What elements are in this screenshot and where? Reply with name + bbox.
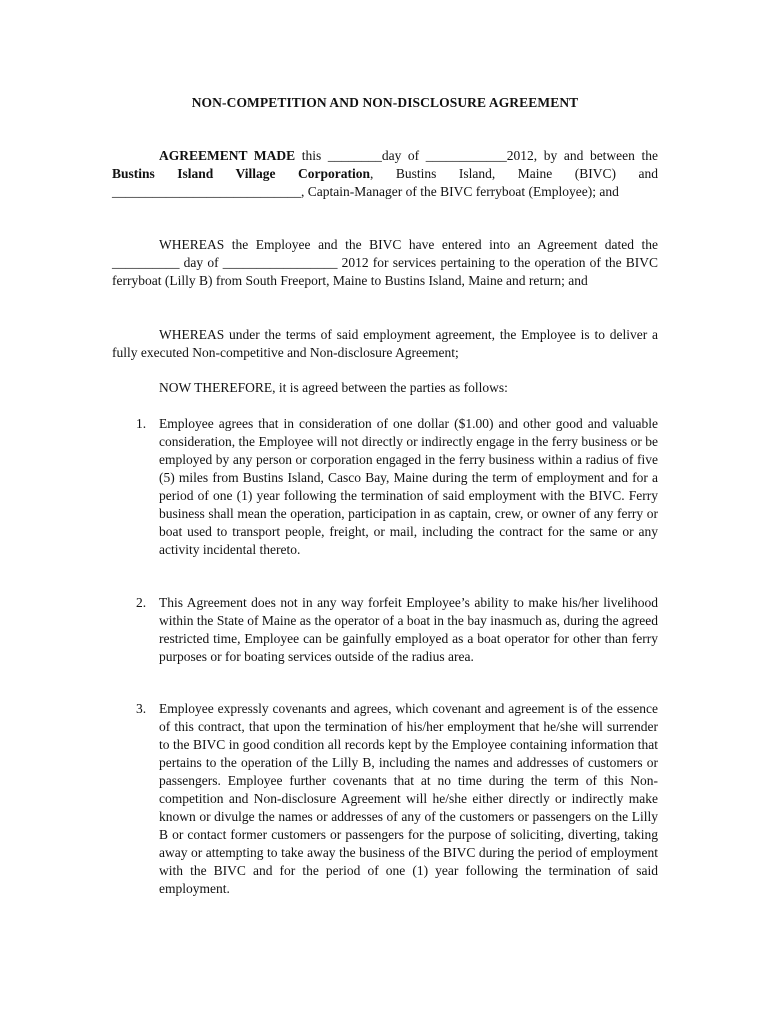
whereas-paragraph-2 bbox=[112, 326, 658, 362]
intro-paragraph bbox=[112, 147, 658, 201]
intro-text-2: , Bustins Island, Maine (BIVC) and ____________________________, Captain-Manager of the BIVC ferryboat (Employee); and bbox=[112, 166, 658, 199]
list-item-number: 1. bbox=[136, 416, 147, 431]
whereas-paragraph-1 bbox=[112, 236, 658, 290]
list-item-text: This Agreement does not in any way forfeit Employee’s ability to make his/her livelihood within the State of Maine as the operator of a boat in the bay inasmuch as, during the agreed restricted time, Employee can be gainfully employed as a boat operator for other than ferry purposes or for boating services outside of the radius area. bbox=[159, 595, 658, 664]
list-item bbox=[136, 594, 658, 666]
list-item bbox=[136, 415, 658, 559]
whereas-2-text: WHEREAS under the terms of said employment agreement, the Employee is to deliver a fully executed Non-competitive and Non-disclosure Agreement; bbox=[112, 327, 658, 360]
list-item-number: 2. bbox=[136, 595, 147, 610]
whereas-1-text: WHEREAS the Employee and the BIVC have entered into an Agreement dated the __________ day of _________________ 2012 for services pertaining to the operation of the BIVC ferryboat (Lilly B) from South Freeport, Maine to Bustins Island, Maine and return; and bbox=[112, 237, 658, 288]
list-item-text: Employee expressly covenants and agrees, which covenant and agreement is of the essence of this contract, that upon the termination of his/her employment that he/she will surrender to the BIVC in good condition all records kept by the Employee containing information that pertains to the operation of the Lilly B, including the names and addresses of customers or passengers. Employee further covenants that at no time during the term of this Non-competition and Non-disclosure Agreement will he/she either directly or indirectly make known or divulge the names or addresses of any of the customers or passengers on the Lilly B or contact former customers or passengers for the purpose of soliciting, diverting, taking away or attempting to take away the business of the BIVC during the period of employment with the BIVC and for the period of one (1) year following the termination of said employment. bbox=[159, 701, 658, 896]
document-title: NON-COMPETITION AND NON-DISCLOSURE AGREEMENT bbox=[191, 95, 579, 110]
list-item-text: Employee agrees that in consideration of one dollar ($1.00) and other good and valuable consideration, the Employee will not directly or indirectly engage in the ferry business or be employed by any person or corporation engaged in the ferry business within a radius of five (5) miles from Bustins Island, Casco Bay, Maine during the term of employment and for a period of one (1) year following the termination of said employment with the BIVC. Ferry business shall mean the operation, participation in as captain, crew, or owner of any ferry or boat used to transport people, freight, or mail, including the contract for the same or any activity incidental thereto. bbox=[159, 416, 658, 557]
now-therefore-paragraph bbox=[112, 379, 658, 397]
now-therefore-text: NOW THEREFORE, it is agreed between the parties as follows: bbox=[159, 380, 508, 395]
list-item bbox=[136, 700, 658, 898]
party-name: Bustins Island Village Corporation bbox=[112, 166, 371, 181]
intro-lead: AGREEMENT MADE bbox=[159, 148, 296, 163]
list-item-number: 3. bbox=[136, 701, 147, 716]
intro-text-1: this ________day of ____________2012, by and between the bbox=[295, 148, 659, 163]
